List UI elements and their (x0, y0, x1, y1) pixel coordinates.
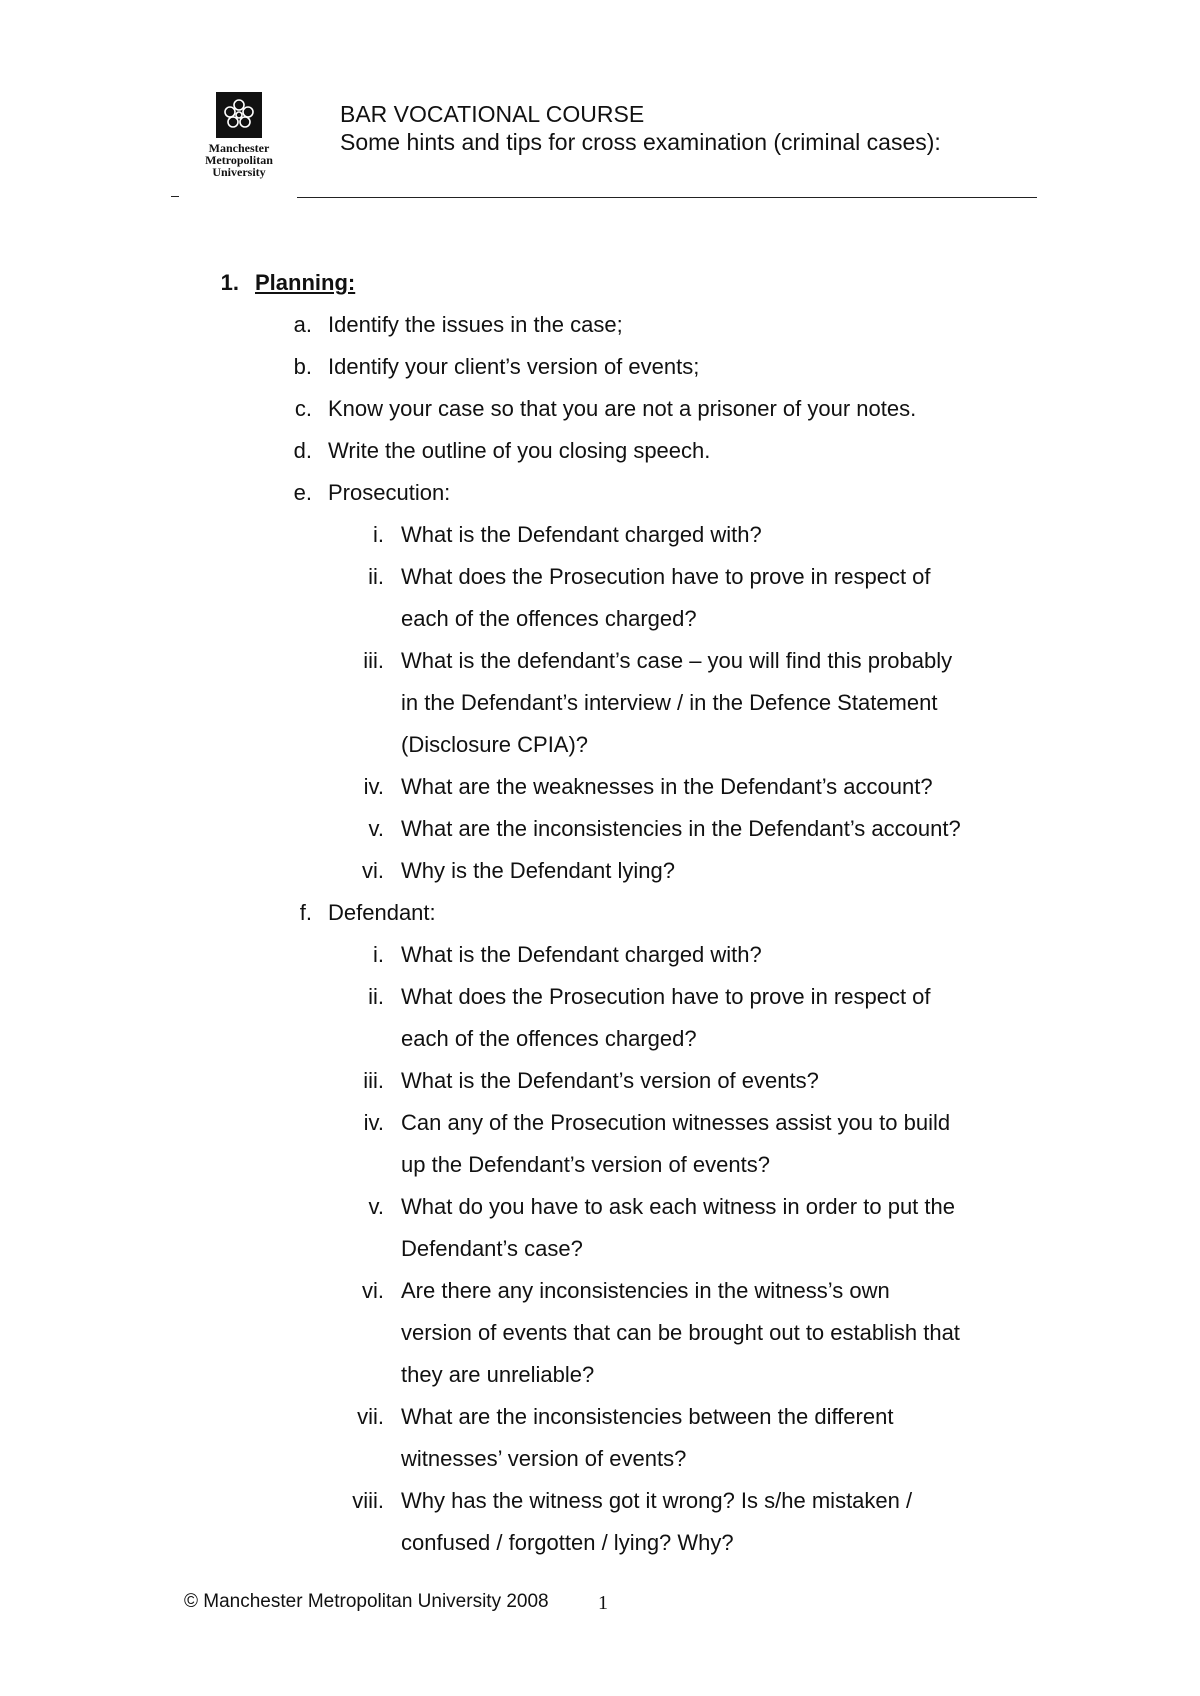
list-item-text: each of the offences charged? (401, 1026, 697, 1051)
outline-line (0, 640, 1200, 682)
list-item-text: What are the weaknesses in the Defendant’s account? (401, 774, 933, 799)
header-rule (297, 197, 1037, 198)
outline-line (0, 1186, 1200, 1228)
section-title: Planning: (255, 270, 356, 295)
list-marker: ii. (368, 984, 384, 1009)
list-item-text: Can any of the Prosecution witnesses assist you to build (401, 1110, 951, 1135)
outline-line (0, 1312, 1200, 1354)
logo-emblem-icon (216, 92, 262, 138)
outline-line (0, 1396, 1200, 1438)
list-item-text: they are unreliable? (401, 1362, 595, 1387)
outline-line (0, 388, 1200, 430)
list-marker: d. (293, 438, 312, 463)
list-item-text: What is the Defendant charged with? (401, 942, 762, 967)
logo-line: University (212, 165, 266, 179)
list-marker: e. (293, 480, 312, 505)
list-item-text: up the Defendant’s version of events? (401, 1152, 770, 1177)
outline-line (0, 766, 1200, 808)
outline-line (0, 892, 1200, 934)
list-marker: i. (373, 522, 384, 547)
list-item-text: What are the inconsistencies in the Defendant’s account? (401, 816, 961, 841)
document-title: BAR VOCATIONAL COURSE (340, 101, 645, 127)
list-item-text: Identify the issues in the case; (328, 312, 623, 337)
list-item-text: Defendant’s case? (401, 1236, 583, 1261)
outline-line (0, 1060, 1200, 1102)
university-logo (199, 92, 279, 178)
list-item-text: (Disclosure CPIA)? (401, 732, 589, 757)
outline-line (0, 1438, 1200, 1480)
outline-line (0, 1228, 1200, 1270)
outline-line (0, 976, 1200, 1018)
outline-line (0, 1354, 1200, 1396)
list-marker: a. (293, 312, 312, 337)
list-marker: c. (294, 396, 312, 421)
outline-line (0, 1144, 1200, 1186)
outline-line (0, 304, 1200, 346)
outline-line (0, 850, 1200, 892)
section-number: 1. (220, 270, 239, 295)
list-item-text: What does the Prosecution have to prove in respect of (401, 984, 931, 1009)
outline-list (0, 304, 1200, 1564)
list-marker: v. (368, 816, 384, 841)
list-marker: i. (373, 942, 384, 967)
list-item-text: in the Defendant’s interview / in the Defence Statement (401, 690, 938, 715)
list-item-text: Write the outline of you closing speech. (328, 438, 711, 463)
outline-line (0, 1270, 1200, 1312)
outline-line (0, 430, 1200, 472)
list-item-text: Why is the Defendant lying? (401, 858, 675, 883)
document-subtitle: Some hints and tips for cross examination (criminal cases): (340, 129, 941, 155)
outline-line (0, 514, 1200, 556)
outline-line (0, 598, 1200, 640)
logo-line: Metropolitan (205, 153, 273, 167)
list-marker: iv. (363, 1110, 384, 1135)
document-body (0, 262, 1200, 1564)
list-item-text: Know your case so that you are not a prisoner of your notes. (328, 396, 917, 421)
page-number: 1 (598, 1592, 608, 1614)
list-marker: vii. (357, 1404, 384, 1429)
outline-line (0, 724, 1200, 766)
list-item-text: What do you have to ask each witness in order to put the (401, 1194, 955, 1219)
list-item-text: Prosecution: (328, 480, 451, 505)
list-item-text: Are there any inconsistencies in the witness’s own (401, 1278, 890, 1303)
list-item-text: version of events that can be brought out to establish that (401, 1320, 960, 1345)
list-item-text: Why has the witness got it wrong? Is s/he mistaken / (401, 1488, 913, 1513)
list-marker: vi. (362, 1278, 384, 1303)
footer-copyright: © Manchester Metropolitan University 2008 (184, 1591, 549, 1612)
list-item-text: Identify your client’s version of events; (328, 354, 700, 379)
list-item-text: What are the inconsistencies between the different (401, 1404, 894, 1429)
list-marker: viii. (352, 1488, 384, 1513)
outline-line (0, 346, 1200, 388)
outline-line (0, 808, 1200, 850)
outline-line (0, 472, 1200, 514)
outline-line (0, 1480, 1200, 1522)
section-heading (0, 262, 1200, 304)
header-dash (171, 196, 179, 197)
list-item-text: Defendant: (328, 900, 436, 925)
outline-line (0, 1102, 1200, 1144)
list-item-text: What is the Defendant charged with? (401, 522, 762, 547)
list-item-text: What is the Defendant’s version of events? (401, 1068, 819, 1093)
list-marker: vi. (362, 858, 384, 883)
list-marker: iv. (363, 774, 384, 799)
outline-line (0, 1018, 1200, 1060)
logo-wordmark (199, 142, 279, 178)
outline-line (0, 682, 1200, 724)
outline-line (0, 556, 1200, 598)
list-marker: b. (293, 354, 312, 379)
list-marker: v. (368, 1194, 384, 1219)
list-item-text: confused / forgotten / lying? Why? (401, 1530, 734, 1555)
outline-line (0, 1522, 1200, 1564)
list-item-text: each of the offences charged? (401, 606, 697, 631)
logo-line: Manchester (208, 141, 270, 155)
list-item-text: witnesses’ version of events? (401, 1446, 687, 1471)
list-item-text: What is the defendant’s case – you will find this probably (401, 648, 953, 673)
list-marker: iii. (363, 1068, 384, 1093)
outline-line (0, 934, 1200, 976)
list-marker: iii. (363, 648, 384, 673)
list-marker: f. (299, 900, 312, 925)
list-item-text: What does the Prosecution have to prove in respect of (401, 564, 931, 589)
list-marker: ii. (368, 564, 384, 589)
